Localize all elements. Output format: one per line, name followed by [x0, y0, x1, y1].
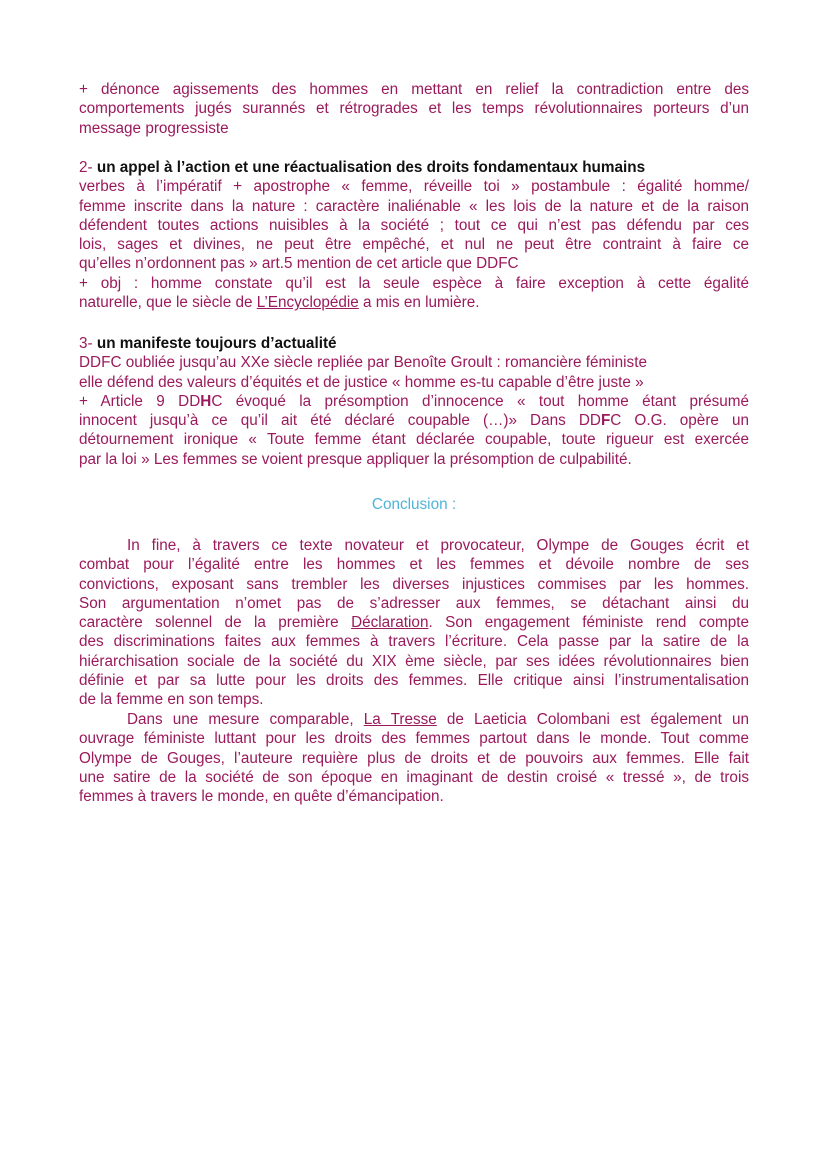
text-line: combat pour l’égalité entre les hommes et les femmes et dévoile nombre de ses	[79, 556, 749, 574]
bold-letter: F	[600, 412, 611, 430]
text-run: Dans une mesure comparable,	[127, 711, 364, 728]
text-line: ouvrage féministe luttant pour les droits des femmes partout dans le monde. Tout comme	[79, 730, 749, 748]
text-line: par la loi » Les femmes se voient presque appliquer la présomption de culpabilité.	[79, 450, 632, 468]
text-line	[79, 613, 749, 632]
text-line: une satire de la société de son époque en imaginant de destin croisé « tressé », de trois	[79, 768, 749, 786]
text-line: défendent toutes actions nuisibles à la société ; tout ce qui n’est pas défendu par ces	[79, 216, 749, 234]
text-line: femmes à travers le monde, en quête d’émancipation.	[79, 788, 444, 806]
text-line	[79, 710, 749, 729]
section-2-number: 2-	[79, 159, 93, 176]
conclusion-title: Conclusion :	[371, 496, 457, 513]
la-tresse-link: La Tresse	[363, 711, 437, 728]
text-line: des discriminations faites aux femmes à travers l’écriture. Cela passe par la satire de la	[79, 633, 749, 651]
section-3-title: un manifeste toujours d’actualité	[96, 335, 337, 352]
section-3-heading	[79, 334, 749, 353]
text-line: verbes à l’impératif + apostrophe « femme, réveille toi » postambule : égalité homme/	[79, 178, 749, 196]
text-line: femme inscrite dans la nature : caractère inaliénable « les lois de la nature et de la raison	[79, 197, 749, 215]
text-run: naturelle, que le siècle de	[79, 294, 257, 312]
text-line: qu’elles n’ordonnent pas » art.5 mention de cet article que DDFC	[79, 255, 519, 273]
text-run: + Article 9 DD	[79, 392, 201, 410]
text-run: innocent jusqu’à ce qu’il ait été déclaré coupable (…)» Dans DD	[79, 412, 601, 430]
text-line: + obj : homme constate qu’il est la seule espèce à faire exception à cette égalité	[79, 274, 749, 292]
section-2-title: un appel à l’action et une réactualisation des droits fondamentaux humains	[96, 159, 646, 176]
text-run: caractère solennel de la première	[79, 614, 352, 632]
text-run: de Laeticia Colombani est également un	[436, 711, 750, 728]
text-line: comportements jugés surannés et rétrogrades et les temps révolutionnaires porteurs d’un	[79, 100, 749, 118]
text-line: hiérarchisation sociale de la société du XIX ème siècle, par ses idées révolutionnaires bien	[79, 652, 749, 670]
intro-paragraph	[79, 80, 749, 138]
conclusion-paragraph-1	[79, 536, 749, 710]
text-line	[79, 392, 749, 411]
text-run: a mis en lumière.	[358, 294, 480, 312]
text-line	[79, 411, 749, 430]
section-3-number: 3-	[79, 335, 93, 352]
encyclopedie-link: L’Encyclopédie	[256, 294, 359, 312]
text-line: DDFC oubliée jusqu’au XXe siècle repliée par Benoîte Groult : romancière féministe	[79, 354, 647, 372]
bold-letter: H	[200, 392, 212, 410]
text-line: In fine, à travers ce texte novateur et provocateur, Olympe de Gouges écrit et	[127, 537, 749, 554]
text-run: C évoqué la présomption d’innocence « tout homme étant présumé	[211, 392, 749, 410]
text-line: Son argumentation n’omet pas de s’adresser aux femmes, se détachant ainsi du	[79, 594, 749, 612]
text-line: elle défend des valeurs d’équités et de justice « homme es-tu capable d’être juste »	[79, 373, 644, 391]
section-3	[79, 334, 749, 469]
text-run: . Son engagement féministe rend compte	[428, 614, 750, 632]
text-line: convictions, exposant sans trembler les diverses injustices commises par les hommes.	[79, 575, 749, 593]
text-run: C O.G. opère un	[610, 412, 750, 430]
conclusion-paragraph-2	[79, 710, 749, 806]
section-2	[79, 158, 749, 312]
declaration-link: Déclaration	[351, 614, 429, 632]
text-line: de la femme en son temps.	[79, 691, 264, 709]
text-line: définie et par sa lutte pour les droits des femmes. Elle critique ainsi l’instrumentalisation	[79, 672, 749, 690]
text-line: message progressiste	[79, 119, 229, 137]
text-line: détournement ironique « Toute femme étant déclarée coupable, toute rigueur est exercée	[79, 431, 749, 449]
text-line: lois, sages et divines, ne peut être empêché, et nul ne peut être contraint à faire ce	[79, 236, 749, 254]
text-line: Olympe de Gouges, l’auteure requière plus de droits et de pouvoirs aux femmes. Elle fait	[79, 749, 749, 767]
text-line: + dénonce agissements des hommes en mettant en relief la contradiction entre des	[79, 81, 749, 98]
section-2-heading	[79, 158, 749, 177]
text-line	[79, 293, 749, 312]
